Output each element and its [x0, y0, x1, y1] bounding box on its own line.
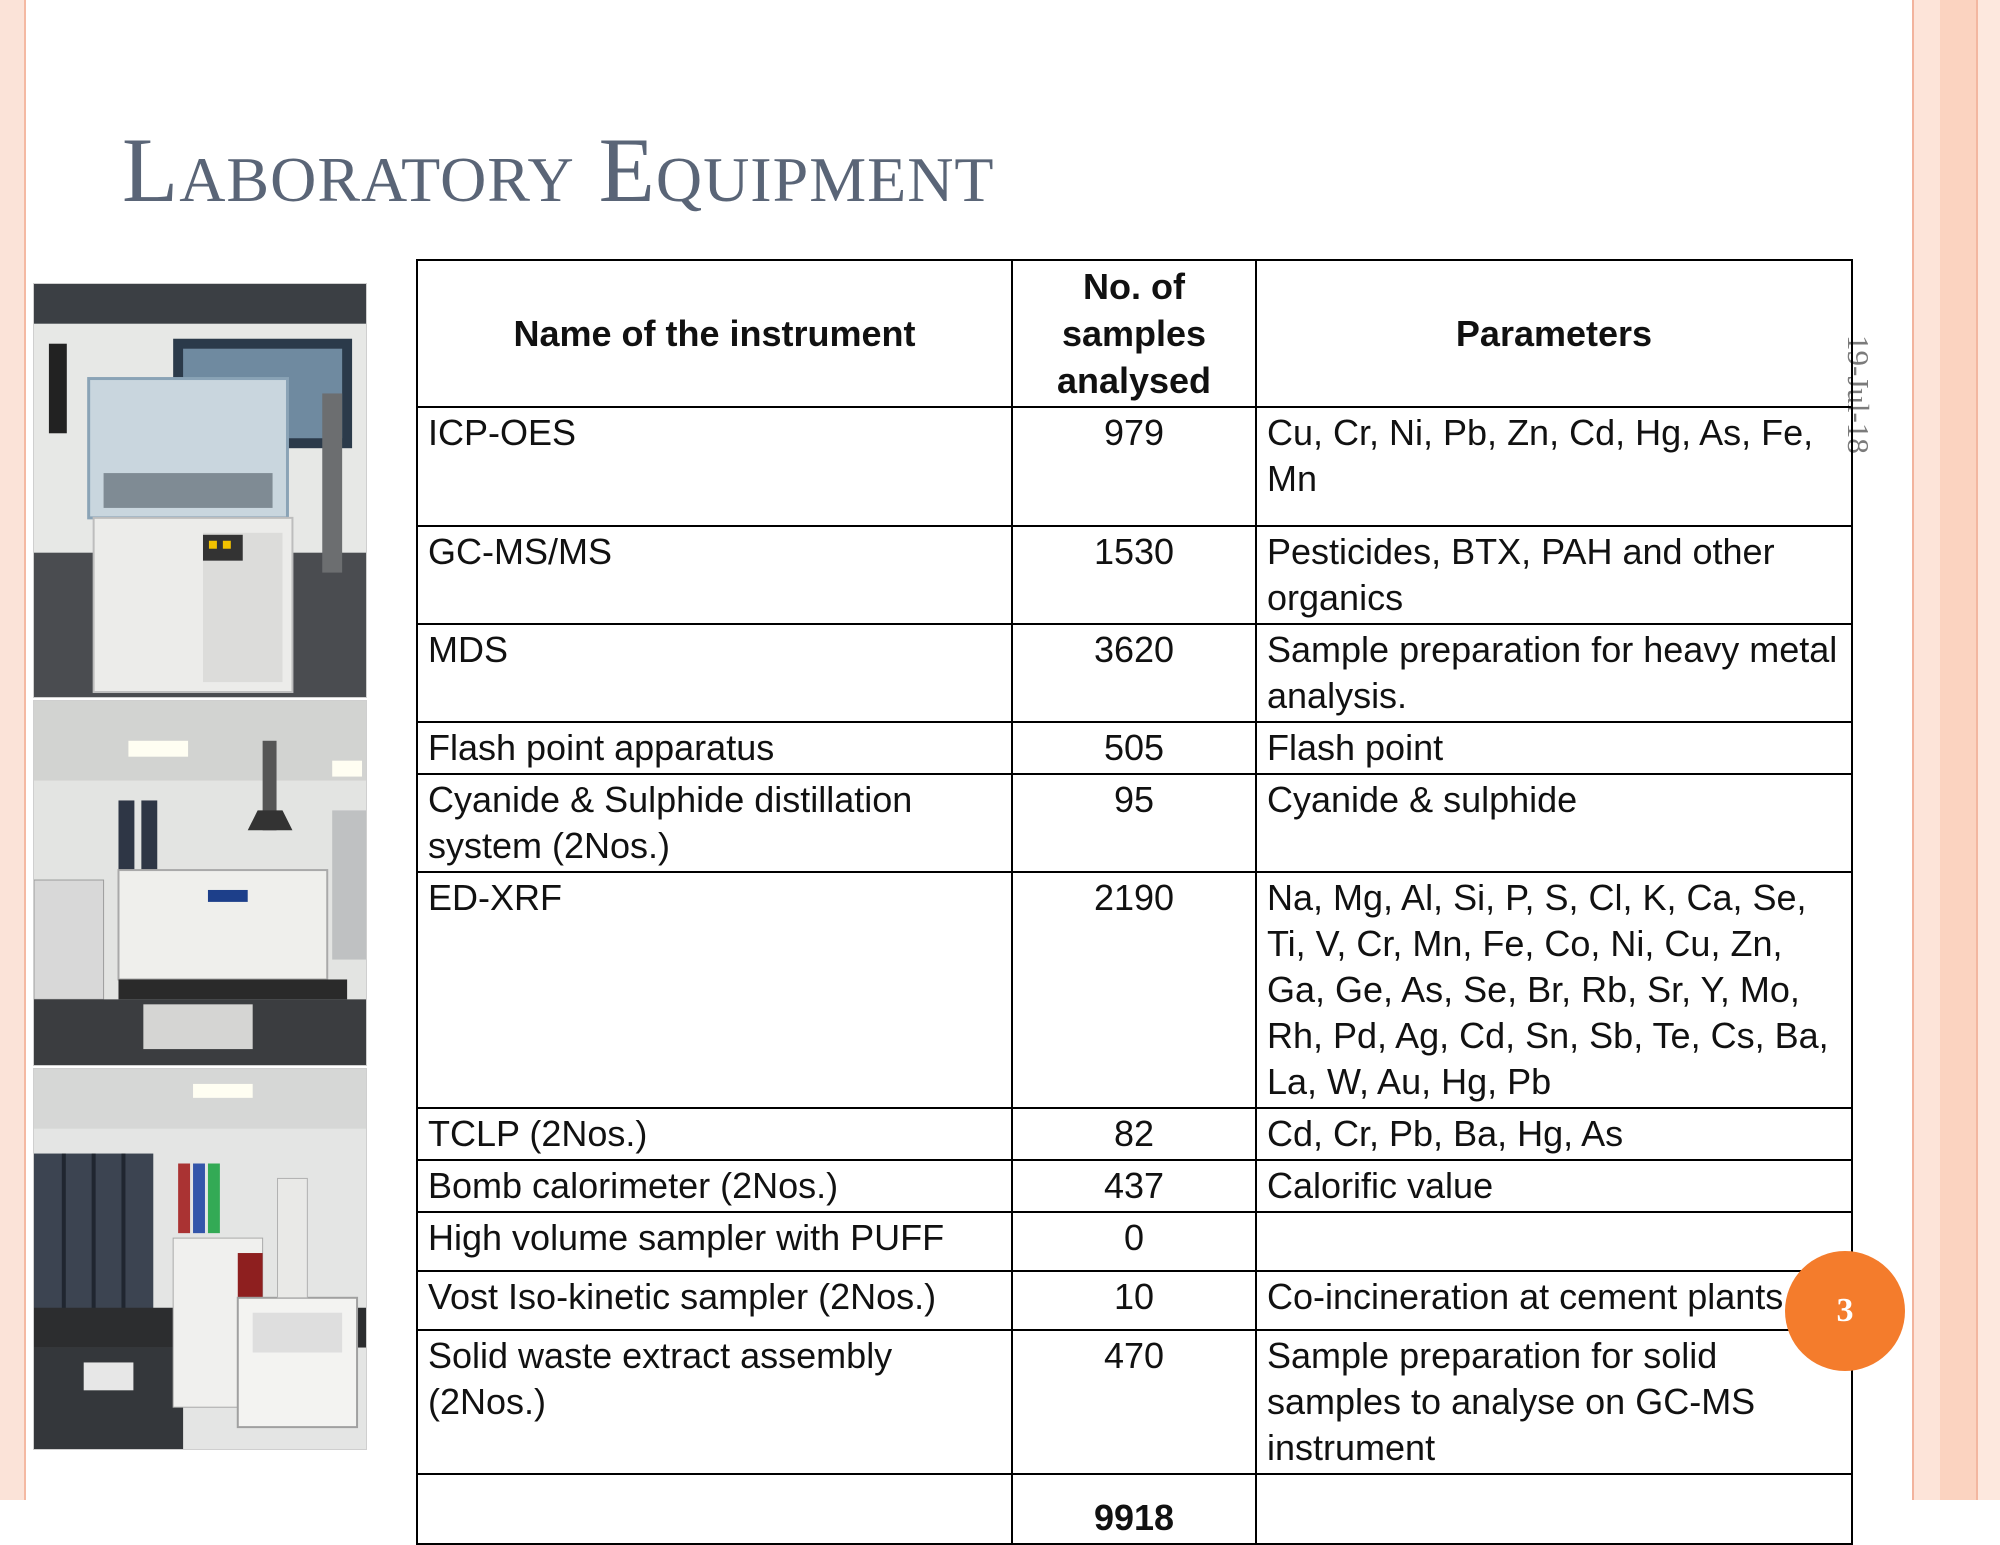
table-row: [417, 1160, 1852, 1212]
samples-count-cell: 1530: [1012, 526, 1256, 624]
left-border-stripe: [0, 0, 26, 1500]
instrument-name-cell: ED-XRF: [417, 872, 1012, 1108]
table-total-row: [417, 1474, 1852, 1544]
table-row: [417, 774, 1852, 872]
table-row: [417, 1212, 1852, 1271]
samples-count-cell: 470: [1012, 1330, 1256, 1474]
instrument-photo-2: [33, 700, 367, 1066]
table-header-row: [417, 260, 1852, 407]
table-row: [417, 526, 1852, 624]
slide-date: 19-Jul-18: [1841, 335, 1876, 454]
parameters-cell: Pesticides, BTX, PAH and other organics: [1256, 526, 1852, 624]
samples-count-cell: 82: [1012, 1108, 1256, 1160]
slide-title: Laboratory Equipment: [122, 119, 995, 221]
instrument-photo-1: [33, 283, 367, 698]
instrument-name-cell: GC-MS/MS: [417, 526, 1012, 624]
parameters-cell: Calorific value: [1256, 1160, 1852, 1212]
instrument-name-cell: Vost Iso-kinetic sampler (2Nos.): [417, 1271, 1012, 1330]
samples-count-cell: 505: [1012, 722, 1256, 774]
instrument-name-cell: High volume sampler with PUFF: [417, 1212, 1012, 1271]
parameters-cell: Sample preparation for heavy metal analysis.: [1256, 624, 1852, 722]
instrument-name-cell: MDS: [417, 624, 1012, 722]
samples-count-cell: 437: [1012, 1160, 1256, 1212]
total-samples-cell: 9918: [1012, 1474, 1256, 1544]
instrument-name-cell: ICP-OES: [417, 407, 1012, 526]
right-border-stripe: [1912, 0, 1940, 1500]
parameters-cell: Cd, Cr, Pb, Ba, Hg, As: [1256, 1108, 1852, 1160]
instrument-photo-3: [33, 1068, 367, 1450]
parameters-cell: Cyanide & sulphide: [1256, 774, 1852, 872]
right-border-stripe-outer: [1976, 0, 2000, 1500]
parameters-cell: [1256, 1212, 1852, 1271]
header-parameters: Parameters: [1256, 260, 1852, 407]
table-row: [417, 407, 1852, 526]
parameters-cell: Na, Mg, Al, Si, P, S, Cl, K, Ca, Se, Ti, V, Cr, Mn, Fe, Co, Ni, Cu, Zn, Ga, Ge, As, Se, Br, Rb, Sr, Y, Mo, Rh, Pd, Ag, Cd, Sn, Sb, Te, Cs, Ba, La, W, Au, Hg, Pb: [1256, 872, 1852, 1108]
table-row: [417, 624, 1852, 722]
parameters-cell: Cu, Cr, Ni, Pb, Zn, Cd, Hg, As, Fe, Mn: [1256, 407, 1852, 526]
instrument-name-cell: Solid waste extract assembly (2Nos.): [417, 1330, 1012, 1474]
equipment-table: [416, 259, 1853, 1545]
table-row: [417, 722, 1852, 774]
parameters-cell: Flash point: [1256, 722, 1852, 774]
table-row: [417, 872, 1852, 1108]
samples-count-cell: 979: [1012, 407, 1256, 526]
right-border-stripe-wide: [1940, 0, 1976, 1500]
table-row: [417, 1271, 1852, 1330]
samples-count-cell: 10: [1012, 1271, 1256, 1330]
parameters-cell: Sample preparation for solid samples to analyse on GC-MS instrument: [1256, 1330, 1852, 1474]
table-row: [417, 1330, 1852, 1474]
samples-count-cell: 95: [1012, 774, 1256, 872]
instrument-name-cell: TCLP (2Nos.): [417, 1108, 1012, 1160]
instrument-name-cell: Cyanide & Sulphide distillation system (2Nos.): [417, 774, 1012, 872]
total-parameters-cell: [1256, 1474, 1852, 1544]
header-instrument-name: Name of the instrument: [417, 260, 1012, 407]
parameters-cell: Co-incineration at cement plants: [1256, 1271, 1852, 1330]
samples-count-cell: 0: [1012, 1212, 1256, 1271]
samples-count-cell: 2190: [1012, 872, 1256, 1108]
page-number-badge: 3: [1785, 1251, 1905, 1371]
instrument-name-cell: Flash point apparatus: [417, 722, 1012, 774]
instrument-name-cell: Bomb calorimeter (2Nos.): [417, 1160, 1012, 1212]
samples-count-cell: 3620: [1012, 624, 1256, 722]
total-label-cell: [417, 1474, 1012, 1544]
header-samples-count: No. of samples analysed: [1012, 260, 1256, 407]
table-row: [417, 1108, 1852, 1160]
